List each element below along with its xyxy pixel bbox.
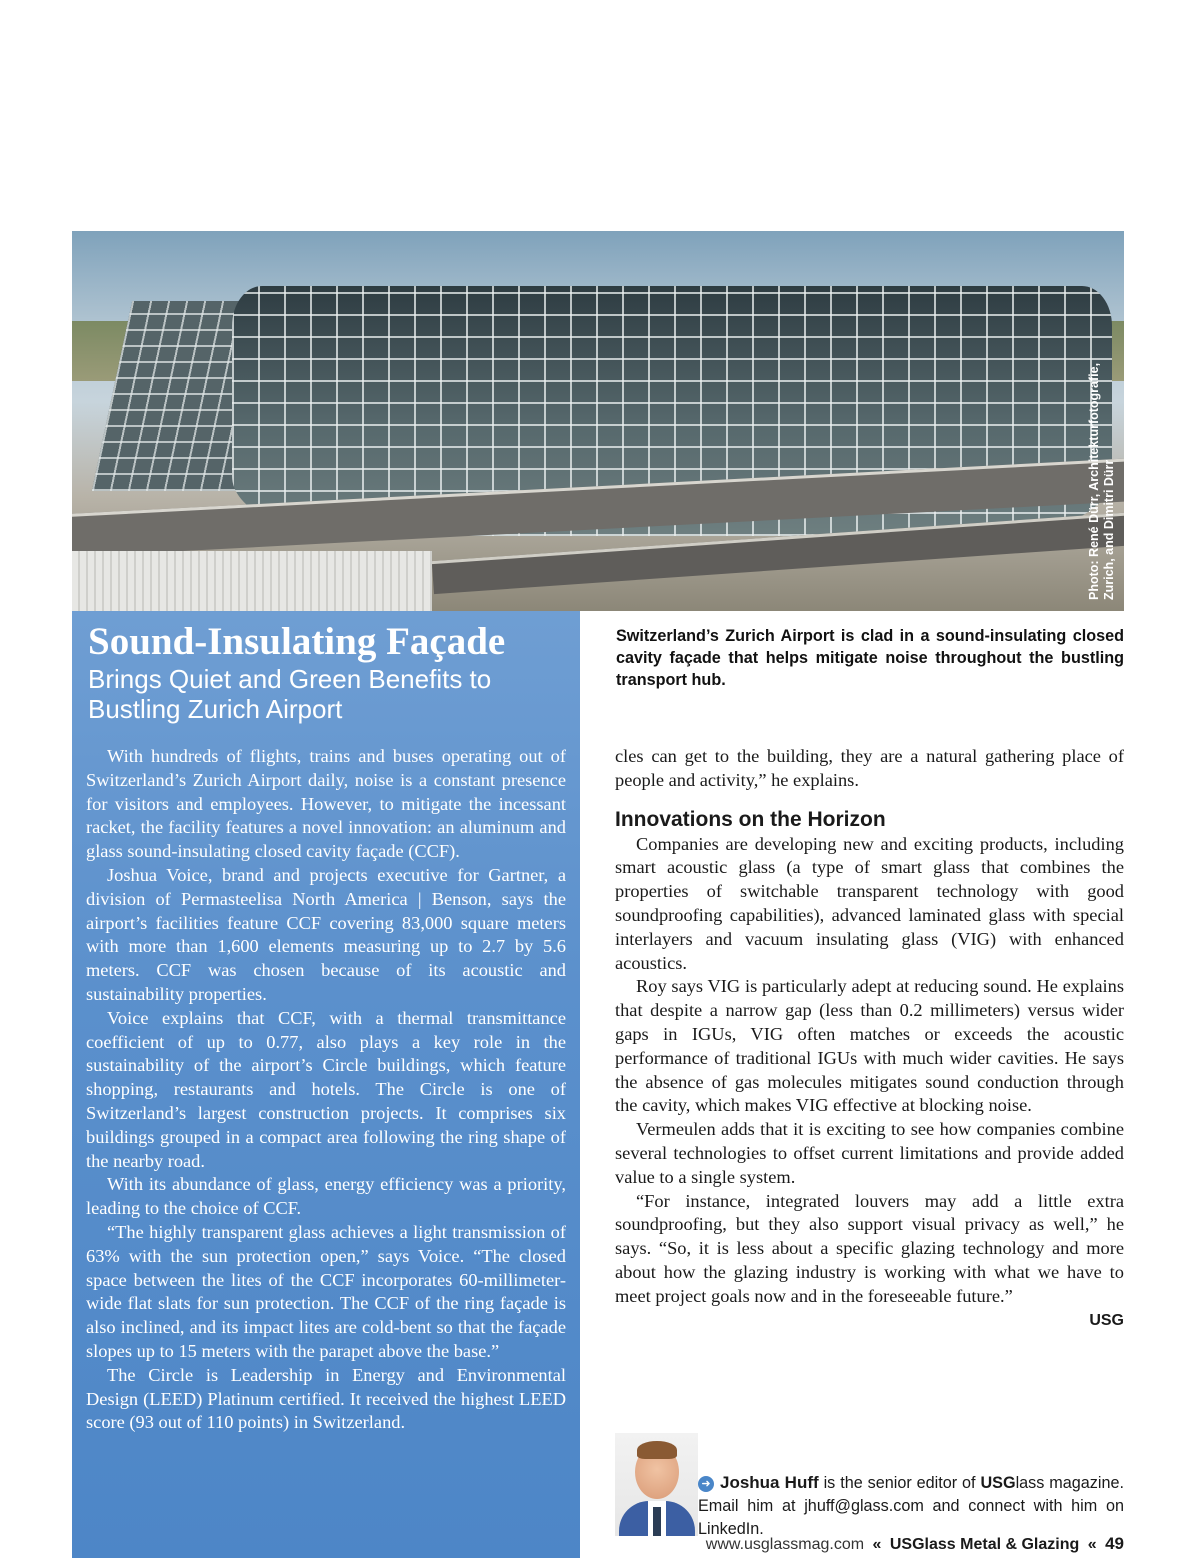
footer-separator: «	[1087, 1536, 1097, 1553]
body-paragraph: Voice explains that CCF, with a thermal transmittance coefficient of up to 0.77, also plays a key role in the sustainability of the airport’s Circle buildings, which feature shopping, restaurants and hotels. The Circle is one of Switzerland’s largest construction projects. It comprises six buildings grouped in a compact area following the ring shape of the nearby road.	[86, 1007, 566, 1171]
page-footer	[706, 1534, 1124, 1554]
author-tie	[653, 1507, 661, 1536]
author-hair	[637, 1441, 677, 1459]
body-paragraph-continued: cles can get to the building, they are a natural gathering place of people and activity,” he explains.	[615, 746, 1124, 790]
footer-url[interactable]: www.usglassmag.com	[705, 1536, 865, 1553]
bio-text: magazine. Email him at jhuff@glass.com and connect with him on LinkedIn.	[698, 1474, 1124, 1538]
footer-magazine-title: USGlass Metal & Glazing	[889, 1536, 1080, 1553]
bio-brand-bold: USG	[980, 1474, 1016, 1492]
arrow-right-circle-icon: ➜	[698, 1476, 714, 1492]
photo-credit-line: Zurich, and Dimitri Dürr	[1102, 459, 1116, 600]
right-column-body	[615, 745, 1124, 1332]
body-paragraph: The Circle is Leadership in Energy and Environmental Design (LEED) Platinum certified. It received the highest LEED score (93 out of 110 points) in Switzerland.	[86, 1364, 566, 1433]
end-mark-row	[615, 1309, 1124, 1327]
body-paragraph: With its abundance of glass, energy efficiency was a priority, leading to the choice of CCF.	[86, 1174, 566, 1219]
photo-roof	[72, 551, 432, 611]
footer-separator: «	[872, 1536, 882, 1553]
left-column-body	[86, 745, 566, 1435]
body-paragraph: “The highly transparent glass achieves a light transmission of 63% with the sun protection open,” says Voice. “The closed space between the lites of the CCF incorporates 60-millimeter-wide flat slats for sun protection. The CCF of the ring façade is also inclined, and its impact lites are cold-bent so that the façade slopes up to 15 meters with the parapet above the base.”	[86, 1221, 566, 1361]
photo-credit-line: Photo: René Dürr, Architekturfotografie,	[1087, 362, 1101, 600]
hero-photo	[72, 231, 1124, 611]
author-photo	[615, 1433, 698, 1536]
photo-credit	[1087, 240, 1117, 600]
body-paragraph: “For instance, integrated louvers may add a little extra soundproofing, but they also support visual privacy as well,” he says. “So, it is less about a specific glazing technology and more about how the glazing industry is working with what we have to meet project goals now and in the foreseeable future.”	[615, 1190, 1124, 1306]
author-name: Joshua Huff	[720, 1473, 819, 1492]
article-subhead: Brings Quiet and Green Benefits to Bustling Zurich Airport	[88, 664, 492, 724]
body-paragraph: Vermeulen adds that it is exciting to see how companies combine several technologies to offset current limitations and provide added value to a single system.	[615, 1119, 1124, 1187]
body-paragraph: Joshua Voice, brand and projects executive for Gartner, a division of Permasteelisa North America | Benson, says the airport’s facilities feature CCF covering 83,000 square meters with more than 1,600 elements measuring up to 2.7 by 5.6 meters. CCF was chosen because of its acoustic and sustainability properties.	[86, 864, 566, 1004]
section-heading: Innovations on the Horizon	[615, 807, 886, 831]
body-paragraph: Companies are developing new and exciting products, including smart acoustic glass (a type of smart glass that combines the properties of switchable transparent technology with good soundproofing capabilities), advanced laminated glass with special interlayers and vacuum insulating glass (VIG) with enhanced acoustics.	[615, 833, 1124, 973]
author-bio	[698, 1471, 1124, 1541]
bio-text: is the senior editor of	[818, 1474, 981, 1492]
end-of-article-mark: USG	[1089, 1311, 1124, 1329]
bio-brand-rest: lass	[1015, 1474, 1045, 1492]
body-paragraph: With hundreds of flights, trains and buses operating out of Switzerland’s Zurich Airport daily, noise is a constant presence for visitors and employees. However, to mitigate the incessant racket, the facility features a novel innovation: an aluminum and glass sound-insulating closed cavity façade (CCF).	[86, 746, 566, 862]
photo-caption: Switzerland’s Zurich Airport is clad in a sound-insulating closed cavity façade that helps mitigate noise throughout the bustling transport hub.	[616, 627, 1124, 689]
body-paragraph: Roy says VIG is particularly adept at reducing sound. He explains that despite a narrow gap (less than 0.2 millimeters) versus wider gaps in IGUs, VIG often matches or exceeds the acoustic performance of traditional IGUs with much wider cavities. He says the absence of gas molecules mitigates sound conduction through the cavity, which makes VIG effective at blocking noise.	[615, 976, 1124, 1116]
page-number: 49	[1105, 1534, 1124, 1553]
article-headline: Sound-Insulating Façade	[88, 620, 506, 663]
